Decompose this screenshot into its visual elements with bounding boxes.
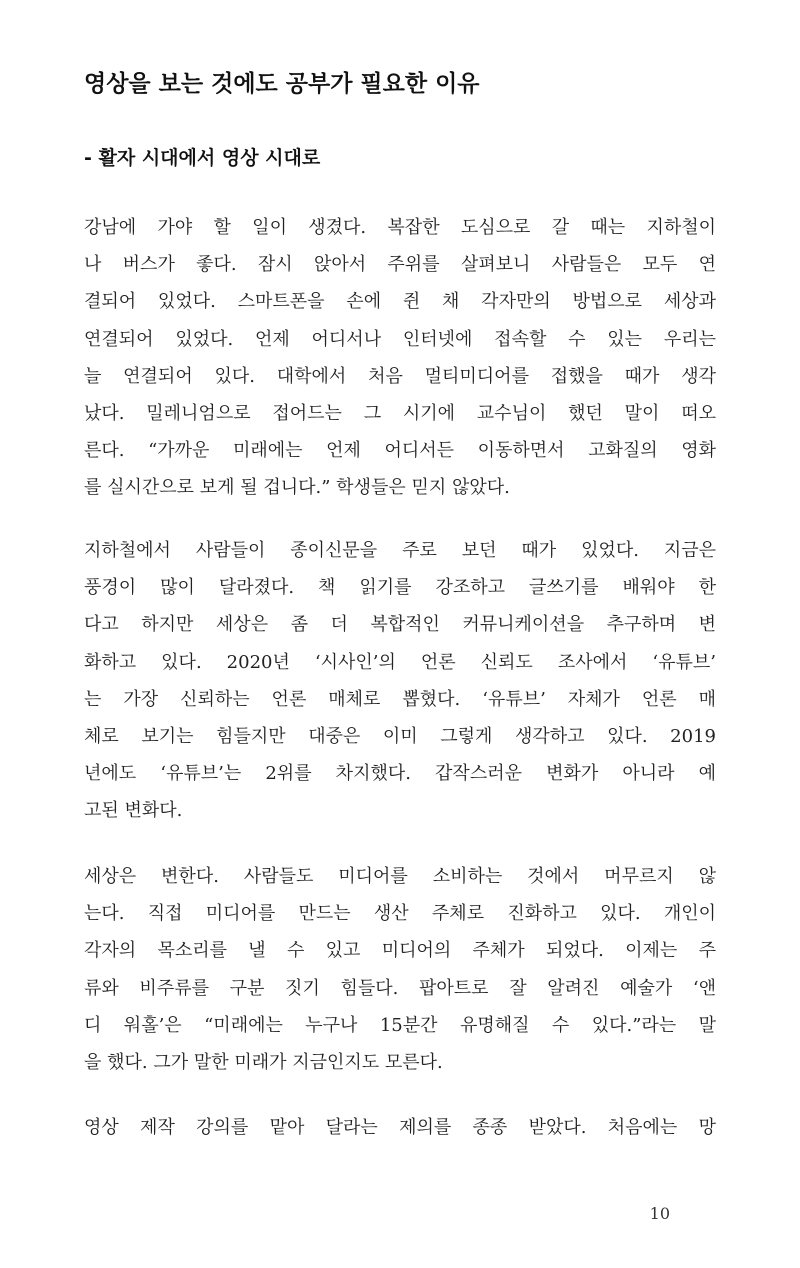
body-paragraph-3 (84, 858, 716, 1081)
text-line: 나 버스가 좋다. 잠시 앉아서 주위를 살펴보니 사람들은 모두 연 (84, 254, 716, 276)
text-line: 영상 제작 강의를 맡아 달라는 제의를 종종 받았다. 처음에는 망 (84, 1117, 716, 1138)
text-line: 세상은 변한다. 사람들도 미디어를 소비하는 것에서 머무르지 않 (84, 866, 716, 887)
text-line: 늘 연결되어 있다. 대학에서 처음 멀티미디어를 접했을 때가 생각 (84, 365, 716, 387)
text-line: 지하철에서 사람들이 종이신문을 주로 보던 때가 있었다. 지금은 (84, 540, 716, 561)
text-line: 연결되어 있었다. 언제 어디서나 인터넷에 접속할 수 있는 우리는 (84, 328, 716, 350)
text-line: 났다. 밀레니엄으로 접어드는 그 시기에 교수님이 했던 말이 떠오 (84, 402, 716, 424)
text-line: 결되어 있었다. 스마트폰을 손에 쥔 채 각자만의 방법으로 세상과 (84, 291, 716, 313)
text-line: 풍경이 많이 달라졌다. 책 읽기를 강조하고 글쓰기를 배워야 한 (84, 577, 716, 599)
text-line: 른다. “가까운 미래에는 언제 어디서든 이동하면서 고화질의 영화 (84, 440, 716, 462)
text-line: 는 가장 신뢰하는 언론 매체로 뽑혔다. ‘유튜브’ 자체가 언론 매 (84, 688, 716, 710)
text-line: 각자의 목소리를 낼 수 있고 미디어의 주체가 되었다. 이제는 주 (84, 940, 716, 962)
text-line: 강남에 가야 할 일이 생겼다. 복잡한 도심으로 갈 때는 지하철이 (84, 217, 716, 238)
text-line: 고된 변화다. (84, 800, 183, 822)
chapter-title: 영상을 보는 것에도 공부가 필요한 이유 (84, 71, 480, 97)
body-paragraph-4 (84, 1109, 716, 1146)
text-line: 류와 비주류를 구분 짓기 힘들다. 팝아트로 잘 알려진 예술가 ‘앤 (84, 977, 716, 999)
text-line: 디 워홀’은 “미래에는 누구나 15분간 유명해질 수 있다.”라는 말 (84, 1014, 716, 1036)
text-line: 체로 보기는 힘들지만 대중은 이미 그렇게 생각하고 있다. 2019 (84, 725, 716, 747)
page-number: 10 (649, 1204, 670, 1223)
text-line: 다고 하지만 세상은 좀 더 복합적인 커뮤니케이션을 추구하며 변 (84, 614, 716, 636)
body-paragraph-2 (84, 532, 716, 830)
text-line: 화하고 있다. 2020년 ‘시사인’의 언론 신뢰도 조사에서 ‘유튜브’ (84, 651, 716, 673)
text-line: 년에도 ‘유튜브’는 2위를 차지했다. 갑작스러운 변화가 아니라 예 (84, 763, 716, 785)
text-line: 을 했다. 그가 말한 미래가 지금인지도 모른다. (84, 1051, 443, 1073)
text-line: 는다. 직접 미디어를 만드는 생산 주체로 진화하고 있다. 개인이 (84, 903, 716, 925)
body-paragraph-1 (84, 209, 716, 507)
text-line: 를 실시간으로 보게 될 겁니다.” 학생들은 믿지 않았다. (84, 477, 510, 499)
chapter-subtitle: - 활자 시대에서 영상 시대로 (84, 147, 321, 169)
